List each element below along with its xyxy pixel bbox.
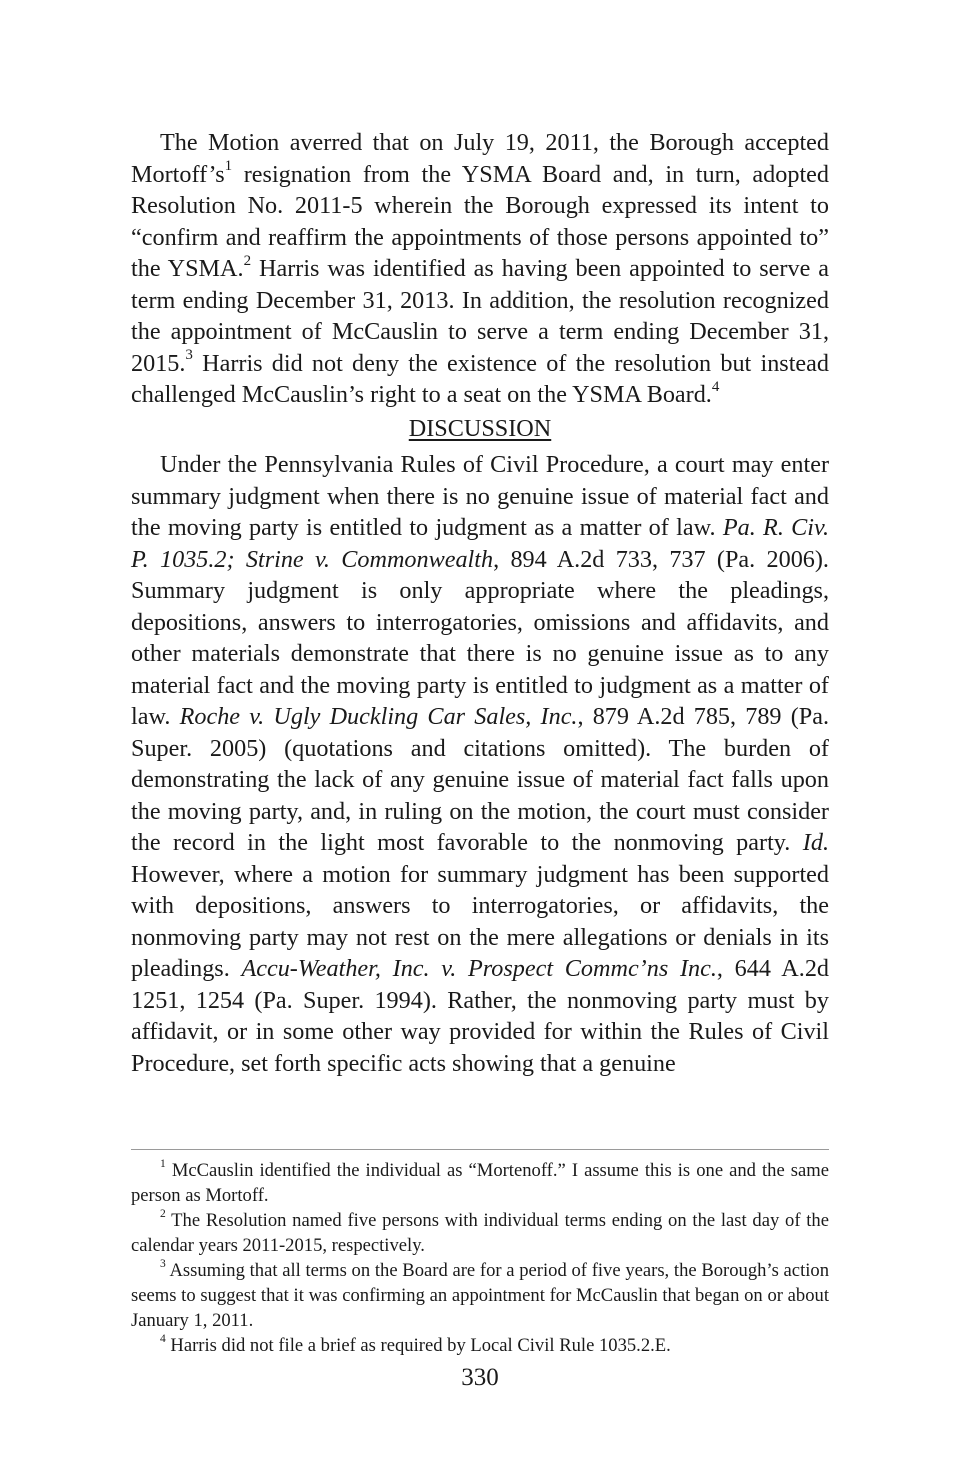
section-heading: DISCUSSION [408,414,552,442]
footnote-ref-3: 3 [185,347,193,364]
footnote-4: $^4$ Harris did not file a brief as required by Local Civil Rule 1035.2.E. [160,1333,671,1356]
citation-id: Id. [802,829,829,856]
citation-accu-weather: Accu-Weather, Inc. v. Prospect Commc’ns Inc. [241,955,717,982]
footnote-divider [131,1149,829,1150]
footnote-1: $^1$ McCauslin identified the individual as “Mortenoff.” I assume this is one and the same person as Mortoff. [131,1158,829,1206]
footnote-ref-1: 1 [224,158,233,175]
footnotes [131,1158,829,1358]
paragraph-motion: The Motion averred that on July 19, 2011, the Borough accepted $Mortoff’s^1$ resignation from the YSMA Board and, in turn, adopted Resolution No. 2011-5 wherein the Borough expressed its intent to “confirm and reaffirm the appointments of those persons appointed to” the YSMA.$^2$ Harris was identified as having been appointed to serve a term ending December 31, 2013. In addition, the resolution recognized the appointment of McCauslin to serve a term ending December 31, 2015.$^3$ Harris did not deny the existence of the resolution but instead challenged McCauslin’s right to a seat on the YSMA Board.$^4$ [131,129,829,408]
page-number: 330 [461,1364,499,1391]
footnote-ref-4: 4 [711,378,720,395]
citation-strine: Pa. R. Civ. P. 1035.2; Strine v. Commonwealth [131,514,830,573]
citation-roche: Roche v. Ugly Duckling Car Sales, Inc. [179,703,578,730]
paragraph-discussion: Under the Pennsylvania Rules of Civil Procedure, a court may enter summary judgment when there is no genuine issue of material fact and the moving party is entitled to judgment as a matter of law. Pa. R. Civ. P. 1035.2; Strine v. Commonwealth, 894 A.2d 733, 737 (Pa. 2006). Summary judgment is only appropriate where the pleadings, depositions, answers to interrogatories, omissions and affidavits, and other materials demonstrate that there is no genuine issue as to any material fact and the moving party is entitled to judgment as a matter of law. Roche v. Ugly Duckling Car Sales, Inc., 879 A.2d 785, 789 (Pa. Super. 2005) (quotations and citations omitted). The burden of demonstrating the lack of any genuine issue of material fact falls upon the moving party, and, in ruling on the motion, the court must consider the record in the light most favorable to the nonmoving party. Id. However, where a motion for summary judgment has been supported with depositions, answers to interrogatories, or affidavits, the nonmoving party may not rest on the mere allegations or denials in its pleadings. Accu-Weather, Inc. v. Prospect Commc’ns Inc., 644 A.2d 1251, 1254 (Pa. Super. 1994). Rather, the nonmoving party must by affidavit, or in some other way provided for within the Rules of Civil Procedure, set forth specific acts showing that a genuine [131,451,830,1077]
footnote-ref-2: 2 [243,252,252,269]
footnote-3: $^3$ Assuming that all terms on the Board are for a period of five years, the Borough’s action seems to suggest that it was confirming an appointment for McCauslin that began on or about January 1, 2011. [131,1258,829,1331]
page-body [131,127,829,1079]
footnote-2: $^2$ The Resolution named five persons with individual terms ending on the last day of the calendar years 2011-2015, respectively. [131,1208,829,1256]
